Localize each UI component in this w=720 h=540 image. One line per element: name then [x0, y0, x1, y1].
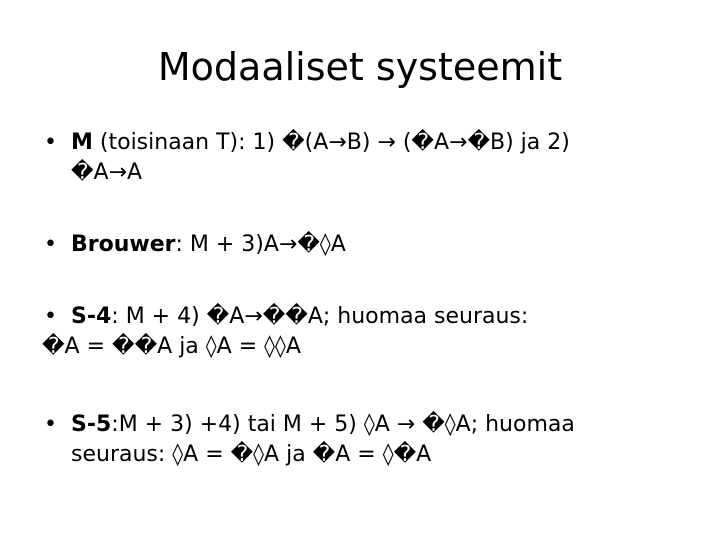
- bullet-term: M: [71, 130, 93, 155]
- bullet-text: : M + 4) �A→��A; huomaa seuraus:: [111, 304, 529, 329]
- bullet-marker: •: [44, 232, 57, 257]
- bullet-text: :M + 3) +4) tai M + 5) ◊A → �◊A; huomaa: [111, 412, 575, 437]
- bullet-marker: •: [44, 130, 57, 155]
- bullet-marker: •: [44, 412, 57, 437]
- bullet-term: S-5: [71, 412, 112, 437]
- bullet-continuation: �A = ��A ja ◊A = ◊◊A: [42, 334, 301, 359]
- bullet-term: Brouwer: [71, 232, 176, 257]
- bullet-s4-system: [44, 302, 694, 362]
- bullet-continuation: �A→A: [71, 160, 143, 185]
- bullet-marker: •: [44, 304, 57, 329]
- bullet-brouwer-system: [44, 230, 694, 260]
- bullet-text: : M + 3)A→�◊A: [175, 232, 346, 257]
- slide-title: Modaaliset systeemit: [157, 45, 563, 89]
- bullet-m-system: [44, 128, 694, 188]
- bullet-term: S-4: [71, 304, 112, 329]
- bullet-continuation: seuraus: ◊A = �◊A ja �A = ◊�A: [71, 442, 432, 467]
- bullet-text: (toisinaan T): 1) �(A→B) → (�A→�B) ja 2): [92, 130, 570, 155]
- bullet-s5-system: [44, 410, 694, 470]
